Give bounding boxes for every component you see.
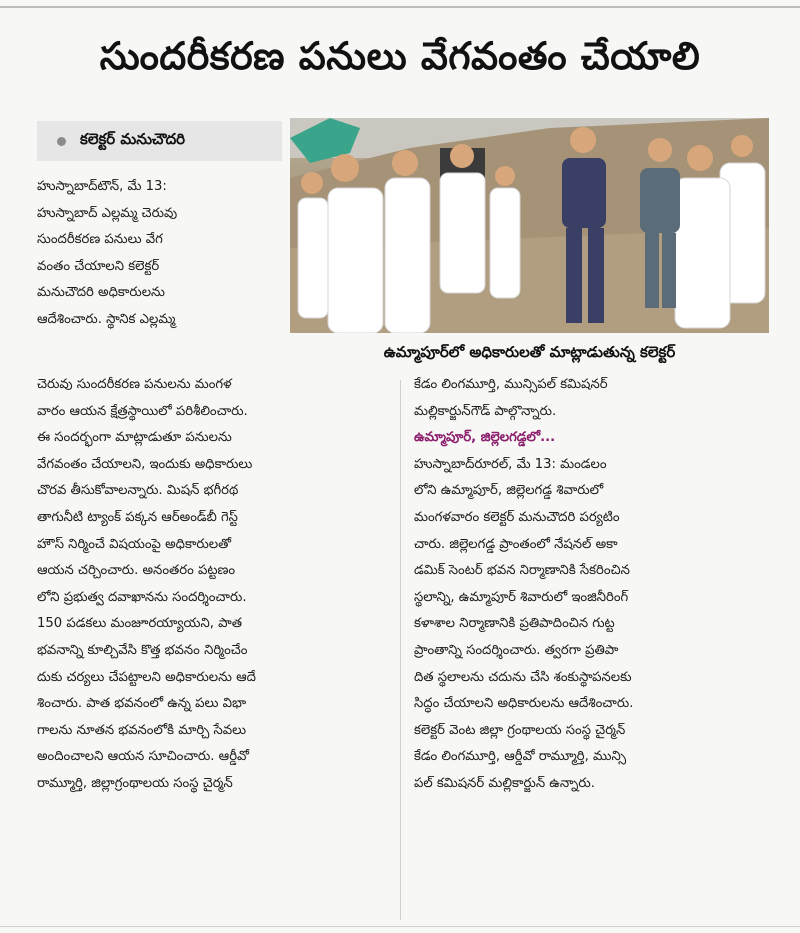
article-line: కళాశాల నిర్మాణానికి ప్రతిపాదించిన గుట్ట <box>414 616 615 632</box>
article-line: ఆయన చర్చించారు. అనంతరం పట్టణం <box>37 563 236 579</box>
article-line: పల్ కమిషనర్ మల్లికార్జున్ ఉన్నారు. <box>414 775 595 791</box>
article-line: లోని ఉమ్మాపూర్, జిల్లెలగడ్డ శివారులో <box>414 483 604 499</box>
byline-text: కలెక్టర్ మనుచౌదరి <box>80 130 186 148</box>
article-line: డమిక్ సెంటర్ భవన నిర్మాణానికి సేకరించిన <box>414 563 630 579</box>
article-line: శించారు. పాత భవనంలో ఉన్న పలు విభా <box>37 696 247 712</box>
article-line: వారం ఆయన క్షేత్రస్థాయిలో పరిశీలించారు. <box>37 403 248 419</box>
article-line: సిద్ధం చేయాలని అధికారులను ఆదేశించారు. <box>414 696 634 712</box>
bottom-rule <box>0 926 800 927</box>
article-line: కేడం లింగమూర్తి, ఆర్డీవో రామ్మూర్తి, మున్సి <box>414 749 627 765</box>
bullet-icon <box>57 137 66 146</box>
article-line: చెరువు సుందరీకరణ పనులను మంగళ <box>37 377 232 392</box>
article-line: హౌస్ నిర్మించే విషయంపై అధికారులతో <box>37 536 231 552</box>
article-line: సుందరీకరణ పనులు వేగ <box>37 232 163 248</box>
article-line: హుస్నాబాద్‌రూరల్, మే 13: మండలం <box>414 456 607 472</box>
article-line: రామ్మూర్తి, జిల్లాగ్రంథాలయ సంస్థ చైర్మన్ <box>37 775 233 791</box>
byline <box>37 121 282 161</box>
article-line: చారు. జిల్లెలగడ్డ ప్రాంతంలో నేషనల్ అకా <box>414 536 618 552</box>
subheading: ఉమ్మాపూర్, జిల్లెలగడ్డలో... <box>414 430 556 446</box>
article-line: ఆదేశించారు. స్థానిక ఎల్లమ్మ <box>37 311 176 327</box>
article-line: దిత స్థలాలను చదును చేసి శంకుస్థాపనలకు <box>414 669 632 685</box>
article-line: లోని ప్రభుత్వ దవాఖానను సందర్శించారు. <box>37 589 247 605</box>
article-line: మల్లికార్జున్‌గౌడ్ పాల్గొన్నారు. <box>414 403 557 419</box>
headline: సుందరీకరణ పనులు వేగవంతం చేయాలి <box>99 34 701 78</box>
article-line: హుస్నాబాద్ ఎల్లమ్మ చెరువు <box>37 205 178 221</box>
article-line: హుస్నాబాద్‌టౌన్, మే 13: <box>37 179 167 194</box>
article-line: వేగవంతం చేయాలని, ఇందుకు అధికారులు <box>37 456 253 472</box>
article-line: దుకు చర్యలు చేపట్టాలని అధికారులను ఆదే <box>37 669 256 685</box>
article-line: కలెక్టర్ వెంట జిల్లా గ్రంథాలయ సంస్థ చైర్మన్ <box>414 722 626 738</box>
article-line: తాగునీటి ట్యాంక్ పక్కన ఆర్‌అండ్‌బీ గెస్ట్ <box>37 509 238 525</box>
article-line: కేడం లింగమూర్తి, మున్సిపల్ కమిషనర్ <box>414 377 608 392</box>
article-column-left <box>37 372 385 798</box>
article-line: భవనాన్ని కూల్చివేసి కొత్త భవనం నిర్మించేం <box>37 642 248 658</box>
article-line: చొరవ తీసుకోవాలన్నారు. మిషన్ భగీరథ <box>37 483 239 499</box>
article-line: 150 పడకలు మంజూరయ్యాయని, పాత <box>37 616 242 632</box>
article-line: మంగళవారం కలెక్టర్ మనుచౌదరి పర్యటిం <box>414 509 620 525</box>
article-line: వంతం చేయాలని కలెక్టర్ <box>37 258 160 274</box>
article-line: మనుచౌదరి అధికారులను <box>37 285 165 301</box>
top-rule <box>0 6 800 8</box>
article-line: గాలను నూతన భవనంలోకి మార్చి సేవలు <box>37 722 247 738</box>
article-line: స్థలాన్ని, ఉమ్మాపూర్ శివారులో ఇంజినీరింగ్ <box>414 589 629 605</box>
article-line: ఈ సందర్భంగా మాట్లాడుతూ పనులను <box>37 430 232 446</box>
column-divider <box>400 380 401 920</box>
article-column-right <box>414 372 769 798</box>
article-column-intro <box>37 174 282 334</box>
photo-caption: ఉమ్మాపూర్‌లో అధికారులతో మాట్లాడుతున్న కలెక్టర్ <box>290 333 769 375</box>
news-photo <box>290 118 769 333</box>
photo-illustration <box>290 118 769 333</box>
article-line: అందించాలని ఆయన సూచించారు. ఆర్డీవో <box>37 749 249 765</box>
article-line: ప్రాంతాన్ని సందర్శించారు. త్వరగా ప్రతిపా <box>414 642 619 658</box>
